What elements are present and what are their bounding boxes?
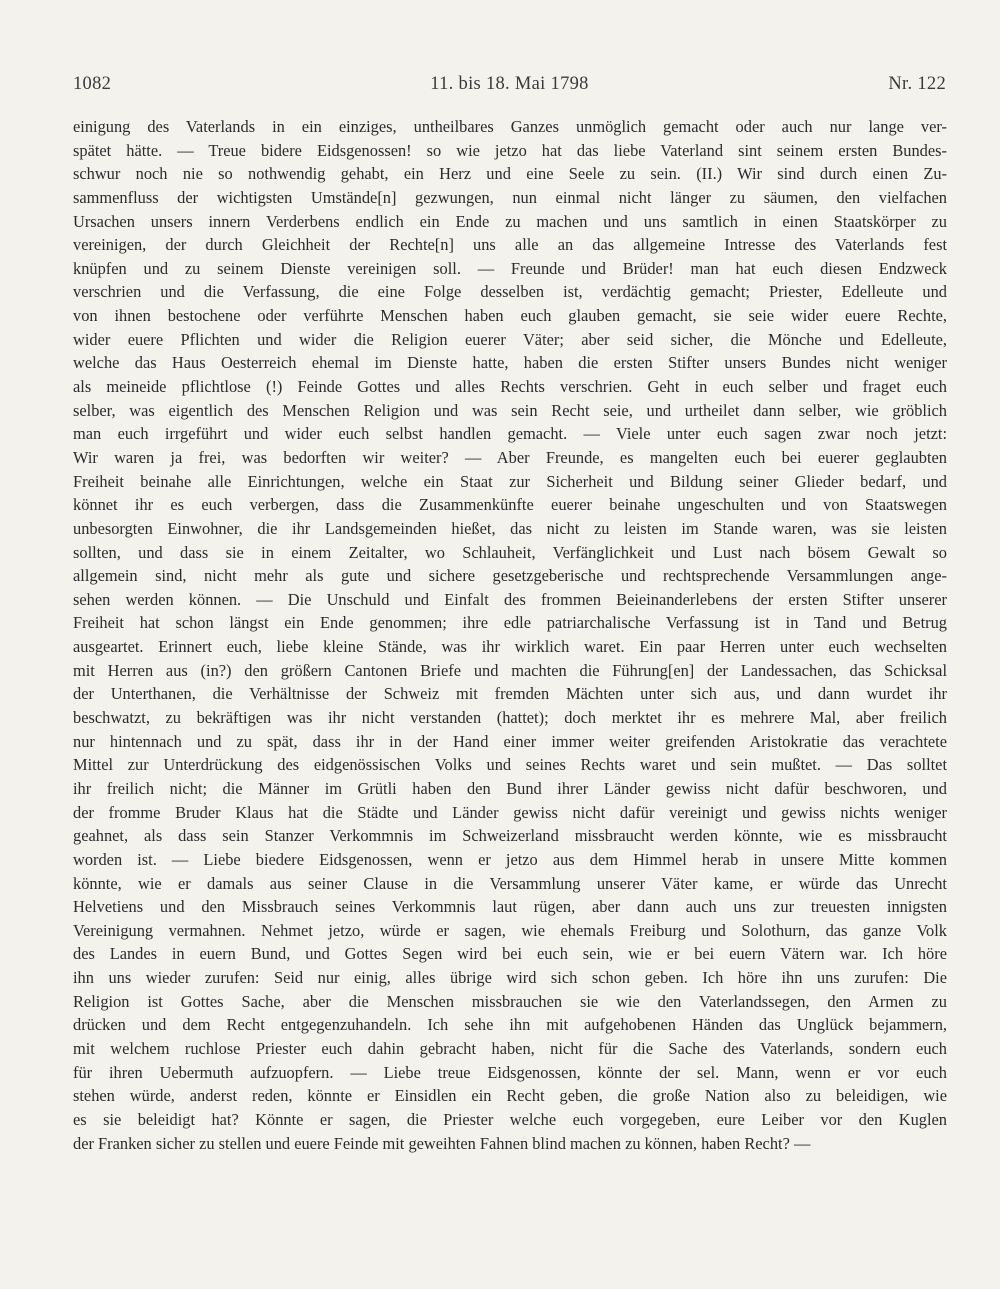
text-line: der Unterthanen, die Verhältnisse der Schweiz mit fremden Mächten unter sich aus, und dann wurdet ihr	[73, 684, 947, 704]
text-line: geahnet, als dass sein Stanzer Verkommnis im Schweizerland missbraucht werden könnte, wie es missbraucht	[73, 826, 947, 846]
text-line: Religion ist Gottes Sache, aber die Menschen missbrauchen sie wie den Vaterlandssegen, den Armen zu	[73, 991, 947, 1011]
text-line: einigung des Vaterlands in ein einziges, untheilbares Ganzes unmöglich gemacht oder auch nur lange ver-	[73, 117, 947, 136]
document-number: Nr. 122	[888, 74, 946, 94]
text-line: ausgeartet. Erinnert euch, liebe kleine Stände, was ihr wirklich waret. Ein paar Herren unter euch wechselten	[73, 637, 947, 657]
text-line: ihr freilich nicht; die Männer im Grütli haben den Bund ihrer Länder gewiss nicht dafür beschworen, und	[73, 778, 947, 798]
text-line: Vereinigung vermahnen. Nehmet jetzo, würde er sagen, wie ehemals Freiburg und Solothurn, das ganze Volk	[73, 920, 947, 940]
text-line: mit Herren aus (in?) den größern Cantonen Briefe und machten die Führung[en] der Landessachen, das Schicksal	[73, 660, 947, 680]
text-line: Helvetiens und den Missbrauch seines Verkommnis laut rügen, aber dann auch uns zur treuesten innigsten	[73, 897, 947, 917]
text-line: für ihren Uebermuth aufzuopfern. — Liebe treue Eidsgenossen, könnte der sel. Mann, wenn er vor euch	[73, 1062, 947, 1082]
text-line: der fromme Bruder Klaus hat die Städte und Länder gewiss nicht dafür vereinigt und gewiss nichts weniger	[73, 802, 947, 822]
text-line: schwur noch nie so nothwendig gehabt, ein Herz und eine Seele zu sein. (II.) Wir sind durch einen Zu-	[73, 164, 947, 184]
text-line: könnet ihr es euch verbergen, dass die Zusammenkünfte euerer beinahe ungeschulten und von Staatswegen	[73, 495, 947, 515]
text-line: allgemein sind, nicht mehr als gute und sichere gesetzgeberische und rechtsprechende Versammlungen ange-	[73, 566, 947, 586]
text-line: mit welchem ruchlose Priester euch dahin gebracht haben, nicht für die Sache des Vaterlands, sondern euch	[73, 1038, 947, 1058]
text-line: man euch irrgeführt und wider euch selbst handlen gemacht. — Viele unter euch sagen zwar noch jetzt:	[73, 424, 947, 444]
text-line: Mittel zur Unterdrückung des eidgenössischen Volks und seines Rechts waret und sein mußtet. — Das solltet	[73, 755, 947, 775]
text-line: drücken und dem Recht entgegenzuhandeln. Ich sehe ihn mit aufgehobenen Händen das Unglück bejammern,	[73, 1015, 947, 1035]
text-line: wider euere Pflichten und wider die Religion euerer Väter; aber seid sicher, die Mönche und Edelleute,	[73, 329, 947, 349]
text-line: welche das Haus Oesterreich ehemal im Dienste hatte, haben die ersten Stifter unsers Bundes nicht weniger	[73, 353, 947, 373]
text-line: könnte, wie er damals aus seiner Clause in die Versammlung unserer Väter kame, er würde das Unrecht	[73, 873, 947, 893]
text-line: knüpfen und zu seinem Dienste vereinigen soll. — Freunde und Brüder! man hat euch diesen Endzweck	[73, 258, 947, 278]
date-range: 11. bis 18. Mai 1798	[430, 74, 589, 94]
text-line: Wir waren ja frei, was bedorften wir weiter? — Aber Freunde, es mangelten euch bei euerer geglaubten	[73, 447, 947, 467]
text-line: unbesorgten Einwohner, die ihr Landsgemeinden hießet, das nicht zu leisten im Stande waren, was sie leisten	[73, 518, 947, 538]
text-line: sammenfluss der wichtigsten Umstände[n] gezwungen, nun einmal nicht länger zu säumen, den vielfachen	[73, 187, 947, 207]
text-line: selber, was eigentlich des Menschen Religion und was sein Recht seie, und urtheilet dann selber, wie gröblich	[73, 400, 947, 420]
text-line: sehen werden können. — Die Unschuld und Einfalt des frommen Beieinanderlebens der ersten Stifter unserer	[73, 589, 947, 609]
text-line: sollten, und dass sie in einem Zeitalter, wo Schlauheit, Verfänglichkeit und Lust nach bösem Gewalt so	[73, 542, 947, 562]
text-line: stehen würde, anderst reden, könnte er Einsidlen ein Recht geben, die große Nation also zu beleidigen, wie	[73, 1086, 947, 1106]
text-line: beschwatzt, zu bekräftigen was ihr nicht verstanden (hattet); doch merktet ihr es mehrere Mal, aber freilich	[73, 708, 947, 728]
text-line: Freiheit hat schon längst ein Ende genommen; ihre edle patriarchalische Verfassung ist in Tand und Betrug	[73, 613, 947, 633]
text-line: des Landes in euern Bund, und Gottes Segen wird bei euch sein, wie er bei euern Vätern war. Ich höre	[73, 944, 947, 964]
text-line: von ihnen bestochene oder verführte Menschen haben euch glauben gemacht, sie seie wider euere Rechte,	[73, 306, 947, 326]
text-line: ihn uns wieder zurufen: Seid nur einig, alles übrige wird sich schon geben. Ich höre ihn uns zurufen: Die	[73, 968, 947, 988]
text-line: Freiheit beinahe alle Einrichtungen, welche ein Staat zur Sicherheit und Bildung seiner Glieder bedarf, und	[73, 471, 947, 491]
text-line: es sie beleidigt hat? Könnte er sagen, die Priester welche euch vorgegeben, eure Leiber vor den Kuglen	[73, 1109, 947, 1129]
text-line: worden ist. — Liebe biedere Eidsgenossen, wenn er jetzo aus dem Himmel herab in unsere Mitte kommen	[73, 849, 947, 869]
running-head	[73, 74, 946, 102]
body-text	[73, 115, 947, 1155]
text-line: verschrien und die Verfassung, die eine Folge desselben ist, verdächtig gemacht; Priester, Edelleute und	[73, 282, 947, 302]
page-number: 1082	[73, 74, 112, 94]
text-line: Ursachen unsers innern Verderbens endlich ein Ende zu machen und uns samtlich in einen Staatskörper zu	[73, 211, 947, 231]
text-line: als meineide pflichtlose (!) Feinde Gottes und alles Rechts verschrien. Geht in euch selber und fraget euch	[73, 377, 947, 397]
text-line: nur hintennach und zu spät, dass ihr in der Hand einer immer weiter greifenden Aristokratie das verachtete	[73, 731, 947, 751]
text-line: vereinigen, der durch Gleichheit der Rechte[n] uns alle an das allgemeine Intresse des Vaterlands fest	[73, 235, 947, 255]
text-line: der Franken sicher zu stellen und euere Feinde mit geweihten Fahnen blind machen zu können, haben Recht? —	[73, 1133, 811, 1153]
text-line: spätet hätte. — Treue bidere Eidsgenossen! so wie jetzo hat das liebe Vaterland sint seinem ersten Bundes-	[73, 140, 947, 160]
